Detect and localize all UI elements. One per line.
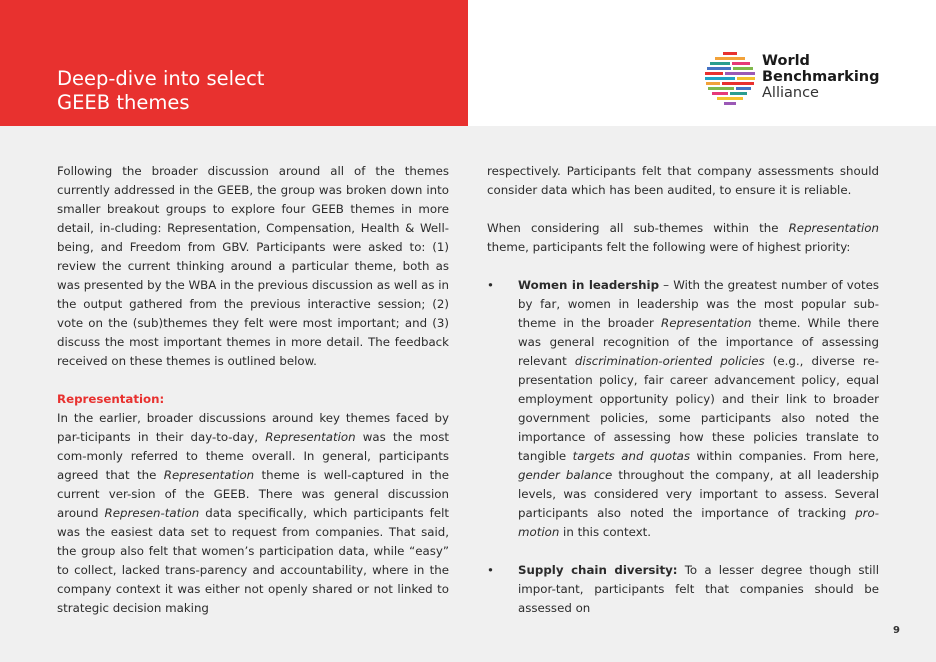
- page-number: 9: [893, 625, 900, 636]
- page-title-line-1: Deep-dive into select: [57, 67, 265, 90]
- list-item-supply-chain-diversity: • Supply chain diversity: To a lesser degree though still impor-tant, participants felt that companies should be assessed on: [487, 563, 879, 615]
- wba-globe-icon: [705, 51, 755, 105]
- priority-list: [487, 276, 879, 618]
- wba-logo-wordmark: [762, 53, 880, 101]
- wba-logo: [705, 51, 885, 107]
- priority-paragraph: When considering all sub-themes within the Representation theme, participants felt the following were of highest priority:: [487, 221, 879, 254]
- intro-paragraph: Following the broader discussion around all of the themes currently addressed in the GEEB, the group was broken down into smaller breakout groups to explore four GEEB themes in more detail, in-cluding: Representation, Compensation, Health & Well-being, and Freedom from GBV. Participants were asked to: (1) review the current thinking around a particular theme, both as was presented by the WBA in the previous discussion as well as in the output gathered from the previous interactive session; (2) vote on the (sub)themes they felt were most important; and (3) discuss the most important themes in more detail. The feedback received on these themes is outlined below.: [57, 164, 449, 368]
- page-title-line-2: GEEB themes: [57, 91, 190, 114]
- header-banner: [0, 0, 468, 126]
- logo-line-alliance: Alliance: [762, 85, 819, 101]
- logo-line-benchmarking: Benchmarking: [762, 69, 880, 85]
- logo-line-world: World: [762, 53, 810, 69]
- page-title: [57, 67, 264, 115]
- bullet-point: •: [487, 278, 494, 292]
- left-column: [57, 162, 449, 618]
- bullet-point: •: [487, 563, 494, 577]
- representation-heading: Representation:: [57, 392, 165, 406]
- list-item-women-in-leadership: • Women in leadership – With the greatest number of votes by far, women in leadership was the most popular sub-theme in the broader Representation theme. While there was general recognition of the importance of assessing relevant discrimination-oriented policies (e.g., diverse re-presentation policy, fair career advancement policy, equal employment opportunity policy) and their link to broader government policies, some participants also noted the importance of assessing how these policies translate to tangible targets and quotas within companies. From here, gender balance throughout the company, at all leadership levels, was considered very important to assess. Several participants also noted the importance of tracking pro-motion in this context.: [487, 278, 880, 539]
- representation-paragraph: In the earlier, broader discussions around key themes faced by par-ticipants in their day-to-day, Representation was the most com-monly referred to theme overall. In general, participants agreed that the Representation theme is well-captured in the current ver-sion of the GEEB. There was general discussion around Represen-tation data specifically, which participants felt was the easiest data set to request from companies. That said, the group also felt that women’s participation data, while “easy” to collect, lacked trans-parency and accountability, where in the company context it was either not openly shared or not linked to strategic decision making: [57, 411, 449, 615]
- continuation-paragraph: respectively. Participants felt that company assessments should consider data which has been audited, to ensure it is reliable.: [487, 164, 879, 197]
- right-column: [487, 162, 879, 637]
